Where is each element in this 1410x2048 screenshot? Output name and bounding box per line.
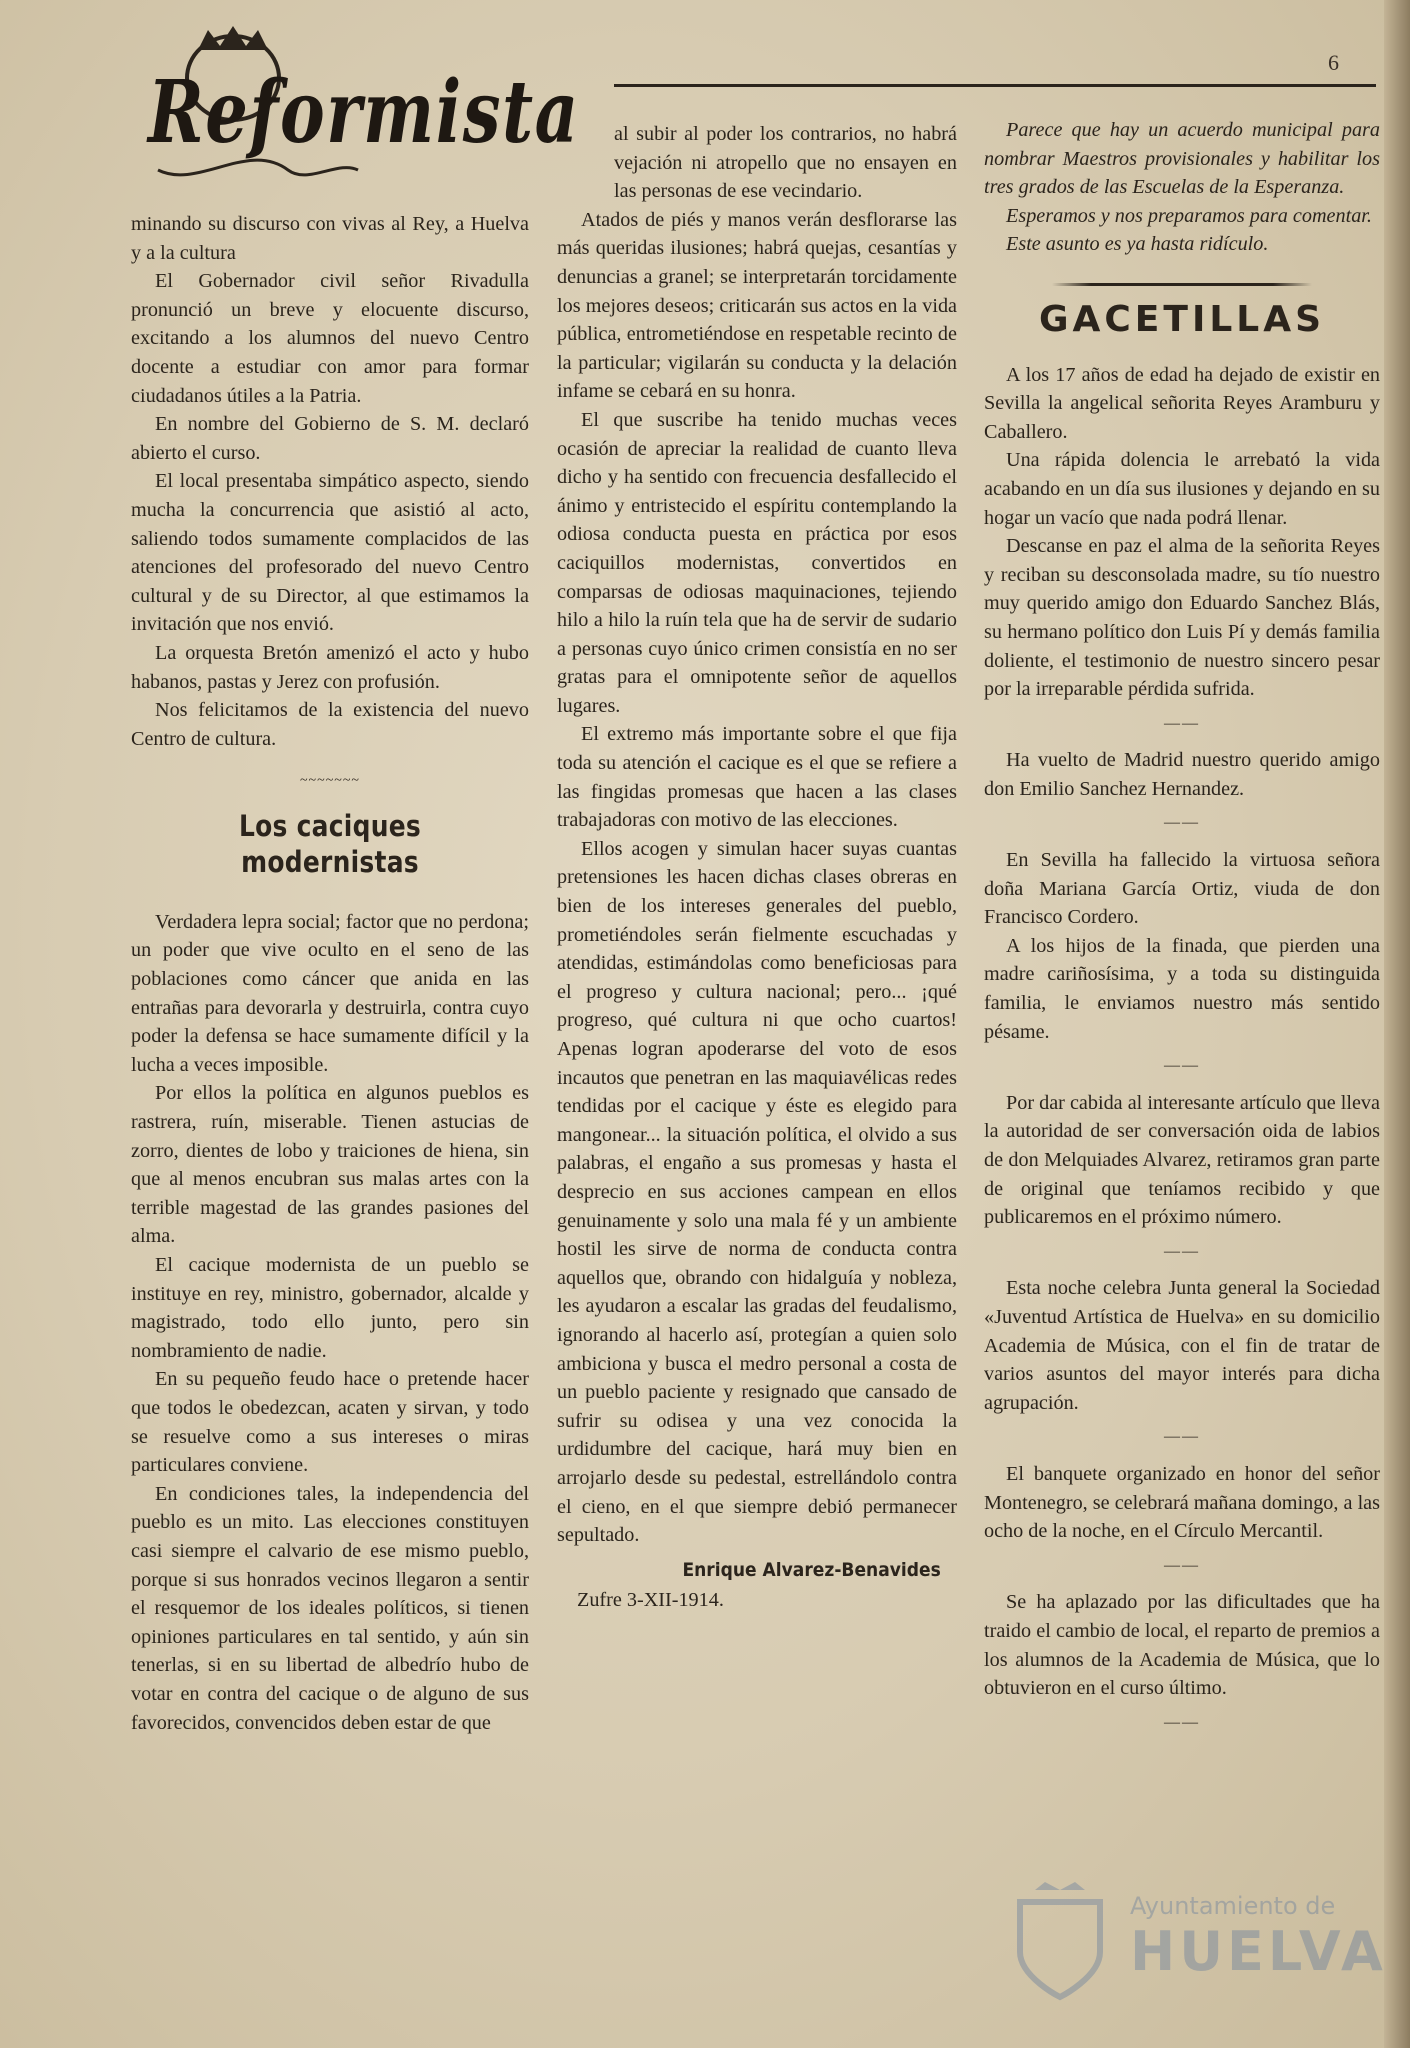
item-separator: ——	[1164, 1556, 1200, 1574]
item-separator: ——	[1164, 1057, 1200, 1075]
column-1	[131, 210, 529, 1737]
municipal-notice	[984, 116, 1380, 259]
paragraph: La orquesta Bretón amenizó el acto y hubo habanos, pastas y Jerez con profusión.	[131, 641, 529, 693]
article-dateline: Zufre 3-XII-1914.	[577, 1589, 724, 1612]
paragraph: El local presentaba simpático aspecto, siendo mucha la concurrencia que asistió al acto, saliendo todos sumamente complacidos de las atenciones del profesorado del nuevo Centro cultural y de su Director, al que estimamos la invitación que nos envió.	[131, 470, 529, 636]
paragraph: El que suscribe ha tenido muchas veces ocasión de apreciar la realidad de cuanto lleva dicho y ha sentido con frecuencia desfallecido el ánimo y entristecido el espíritu contemplando la odiosa conducta puesta en práctica por esos caciquillos modernistas, convertidos en comparsas de odiosas maquinaciones, tejiendo hilo a hilo la ruín tela que ha de servir de sudario a personas cuyo único crimen consistía en no ser gratas para el omnipotente señor de aquellos lugares.	[557, 408, 957, 717]
paragraph: Esta noche celebra Junta general la Sociedad «Juventud Artística de Huelva» en su domicilio Academia de Música, con el fin de tratar de varios asuntos del mayor interés para dicha agrupación.	[984, 1277, 1380, 1414]
paragraph: Este asunto es ya hasta ridículo.	[1006, 233, 1269, 256]
paragraph: Ellos acogen y simulan hacer suyas cuantas pretensiones les hacen dichas clases obreras en bien de los intereses generales del pueblo, prometiéndoles serán fielmente escuchadas y atendidas, estimándolas como beneficiosas para el progreso y cultura nacional; pero... ¡qué progreso, qué cultura ni que ocho cuartos! Apenas logran apoderarse del voto de esos incautos que penetran en las maquiavélicas redes tendidas por el cacique y éste es elegido para mangonear... la situación política, el olvido a sus palabras, el engaño a sus promesas y hasta el desprecio en sus acciones campean en ellos genuinamente y solo una mala fé y un ambiente hostil les sirve de norma de conducta contra aquellos que, obrando con hidalguía y nobleza, les ayudaron a escalar las gradas del feudalismo, ignorando al hacerlo así, protegían a quien solo ambiciona y busca el medro personal a costa de un pueblo paciente y resignado que cansado de sufrir su odisea y una vez conocida la urdidumbre del cacique, hará muy bien en arrojarlo desde su pedestal, estrellándolo contra el cieno, en el que siempre debió permanecer sepultado.	[557, 837, 957, 1547]
ornament-divider: ~~~~~~~	[299, 773, 361, 789]
gacetilla-item	[984, 1460, 1380, 1546]
section-title: GACETILLAS	[1038, 298, 1326, 340]
masthead	[138, 20, 608, 190]
paragraph: A los hijos de la finada, que pierden una madre cariñosísima, y a toda su distinguida familia, le enviamos nuestro más sentido pésame.	[984, 934, 1380, 1043]
article-signature: Enrique Alvarez-Benavides	[682, 1558, 941, 1581]
item-separator: ——	[1164, 714, 1200, 732]
paragraph: A los 17 años de edad ha dejado de existir en Sevilla la angelical señorita Reyes Aramburu y Caballero.	[984, 363, 1380, 443]
header-rule	[614, 84, 1376, 87]
paragraph: Se ha aplazado por las dificultades que ha traido el cambio de local, el reparto de premios a los alumnos de la Academia de Música, que lo obtuvieron en el curso último.	[984, 1591, 1380, 1700]
shield-icon	[1010, 1882, 1110, 2002]
gacetilla-item	[984, 846, 1380, 1046]
page-edge	[1384, 0, 1410, 2048]
archive-watermark	[990, 1872, 1387, 2012]
paragraph: El banquete organizado en honor del señor Montenegro, se celebrará mañana domingo, a las ocho de la noche, en el Círculo Mercantil.	[984, 1462, 1380, 1543]
paragraph: Esperamos y nos preparamos para comentar.	[1006, 204, 1372, 227]
paragraph: Atados de piés y manos verán desflorarse las más queridas ilusiones; habrá quejas, cesantías y denuncias a granel; se interpretarán torcidamente los mejores deseos; criticarán sus actos en la vida pública, entrometiéndose en respetable recinto de la particular; vigilarán su conducta y la delación infame se cebará en su honra.	[557, 208, 957, 403]
paragraph: Por dar cabida al interesante artículo que lleva la autoridad de ser conversación oida de labios de don Melquiades Alvarez, retiramos gran parte de original que teníamos recibido y que publicaremos en el próximo número.	[984, 1091, 1380, 1229]
column-2	[557, 120, 957, 1615]
gacetilla-item	[984, 1274, 1380, 1417]
gacetilla-item	[984, 746, 1380, 803]
paragraph: En Sevilla ha fallecido la virtuosa señora doña Mariana García Ortiz, viuda de don Francisco Cordero.	[984, 849, 1380, 929]
paragraph: Por ellos la política en algunos pueblos es rastrera, ruín, miserable. Tienen astucias de zorro, dientes de lobo y traiciones de hiena, sin que al menos encubran sus malas artes con la terrible magestad de las grandes pasiones del alma.	[131, 1082, 529, 1248]
paragraph: En nombre del Gobierno de S. M. declaró abierto el curso.	[131, 413, 529, 464]
watermark-line2: HUELVA	[1130, 1920, 1387, 1983]
paragraph: El Gobernador civil señor Rivadulla pronunció un breve y elocuente discurso, excitando a los alumnos del nuevo Centro docente a estudiar con amor para formar ciudadanos útiles a la Patria.	[131, 270, 529, 407]
article-title: Los caciques modernistas	[239, 808, 421, 879]
paragraph: Descanse en paz el alma de la señorita Reyes y reciban su desconsolada madre, su tío nuestro muy querido amigo don Eduardo Sanchez Blás, su hermano político don Luis Pí y demás familia doliente, el testimonio de nuestro sincero pesar por la irreparable pérdida sufrida.	[984, 535, 1380, 701]
paragraph: Nos felicitamos de la existencia del nuevo Centro de cultura.	[131, 699, 529, 750]
gacetilla-item	[984, 1588, 1380, 1702]
item-separator: ——	[1164, 814, 1200, 832]
column-3	[984, 116, 1380, 1745]
paragraph: Una rápida dolencia le arrebató la vida acabando en un día sus ilusiones y dejando en su hogar un vacío que nada podrá llenar.	[984, 449, 1380, 529]
section-divider	[1052, 283, 1312, 286]
page-number: 6	[1328, 50, 1339, 75]
paragraph: El extremo más importante sobre el que fija toda su atención el cacique es el que se refiere a las fingidas promesas que hacen a las clases trabajadoras con motivo de las elecciones.	[557, 723, 957, 832]
masthead-title: Reformista	[148, 62, 580, 163]
paragraph: Verdadera lepra social; factor que no perdona; un poder que vive oculto en el seno de las poblaciones como cáncer que anida en las entrañas para devorarla y destruirla, contra cuyo poder la defensa se hace sumamente difícil y la lucha a veces imposible.	[131, 910, 529, 1076]
watermark-line1: Ayuntamiento de	[1130, 1892, 1336, 1920]
paragraph: En su pequeño feudo hace o pretende hacer que todos le obedezcan, acaten y sirvan, y todo se resuelve como a sus intereses o miras particulares conviene.	[131, 1368, 529, 1477]
item-separator: ——	[1164, 1713, 1200, 1731]
paragraph: El cacique modernista de un pueblo se instituye en rey, ministro, gobernador, alcalde y magistrado, todo ello junto, pero sin nombramiento de nadie.	[131, 1254, 529, 1362]
gacetilla-item	[984, 361, 1380, 704]
paragraph: En condiciones tales, la independencia del pueblo es un mito. Las elecciones constituyen casi siempre el calvario de ese mismo pueblo, porque si sus honrados vecinos llegaron a sentir el resquemor de los ideales políticos, si tienen opiniones particulares en tal sentido, y aún sin tenerlas, si en su libertad de albedrío hubo de votar en contra del cacique o de alguno de sus favorecidos, convencidos deben estar de que	[131, 1482, 529, 1734]
paragraph: minando su discurso con vivas al Rey, a Huelva y a la cultura	[131, 213, 529, 264]
gacetilla-item	[984, 1089, 1380, 1232]
item-separator: ——	[1164, 1242, 1200, 1260]
paragraph: Ha vuelto de Madrid nuestro querido amigo don Emilio Sanchez Hernandez.	[984, 749, 1380, 800]
paragraph: al subir al poder los contrarios, no habrá vejación ni atropello que no ensayen en las personas de ese vecindario.	[614, 123, 957, 203]
item-separator: ——	[1164, 1428, 1200, 1446]
paragraph: Parece que hay un acuerdo municipal para nombrar Maestros provisionales y habilitar los tres grados de las Escuelas de la Esperanza.	[984, 119, 1380, 199]
